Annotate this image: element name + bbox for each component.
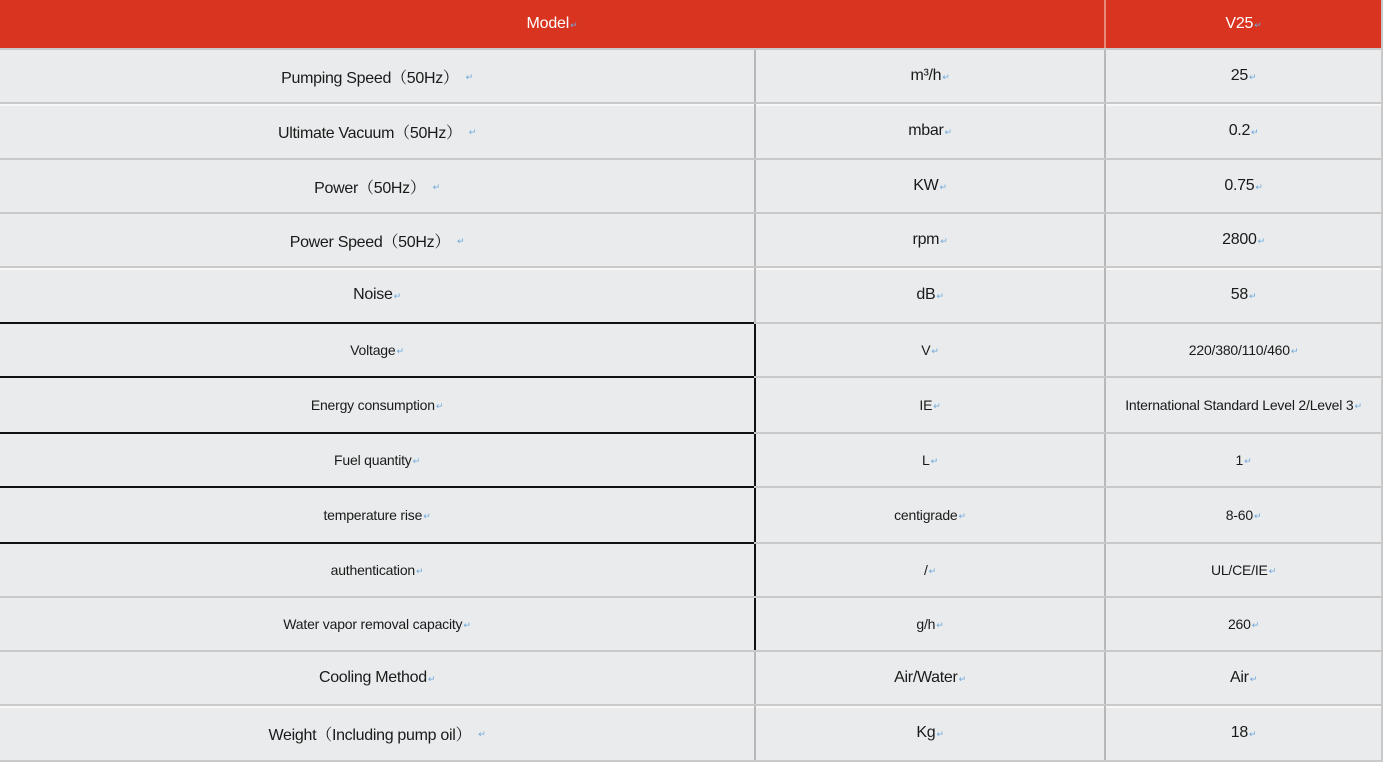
row-unit-cell [756,652,1104,704]
row-unit-cell [756,214,1104,266]
table-header [0,0,1381,48]
table-row [0,432,1381,486]
paragraph-mark-icon: ↵ [1251,126,1259,137]
paragraph-mark-icon: ↵ [1290,345,1299,356]
row-unit-cell [756,50,1104,102]
row-label: Power（50Hz） [314,179,426,197]
row-label: Ultimate Vacuum（50Hz） [278,124,462,142]
paragraph-mark-icon: ↵ [933,400,941,411]
row-value-cell [1106,706,1381,760]
paragraph-mark-icon: ↵ [939,181,947,192]
row-unit: centigrade [894,507,958,523]
row-label: Water vapor removal capacity [283,616,463,632]
row-value: 18 [1230,724,1248,741]
paragraph-mark-icon: ↵ [1248,71,1257,82]
paragraph-mark-icon: ↵ [435,400,444,411]
row-value-cell [1106,434,1381,486]
paragraph-mark-icon: ↵ [432,181,440,192]
row-value-cell [1106,104,1381,158]
table-row [0,212,1381,266]
row-value: 0.75 [1224,177,1255,194]
paragraph-mark-icon: ↵ [427,673,436,684]
row-value: Air [1230,669,1249,686]
table-row [0,158,1381,212]
paragraph-mark-icon: ↵ [936,619,944,630]
paragraph-mark-icon: ↵ [416,565,424,576]
row-label-cell [0,50,754,102]
row-unit-cell [756,324,1104,376]
row-value: 0.2 [1228,122,1251,139]
row-unit: rpm [912,231,940,248]
row-label-cell [0,598,754,650]
row-unit-cell [756,104,1104,158]
paragraph-mark-icon: ↵ [1268,565,1277,576]
row-value-cell [1106,324,1381,376]
table-row [0,650,1381,704]
row-unit: / [923,562,928,578]
row-label: Cooling Method [318,669,427,686]
table-bottom-border [0,760,1383,762]
row-unit-cell [756,598,1104,650]
paragraph-mark-icon: ↵ [944,126,952,137]
paragraph-mark-icon: ↵ [457,235,465,246]
row-label-cell [0,214,754,266]
paragraph-mark-icon: ↵ [1253,510,1262,521]
row-value: 2800 [1222,231,1257,248]
paragraph-mark-icon: ↵ [393,290,401,301]
header-model-cell [0,0,1104,48]
row-label-cell [0,322,754,376]
row-value-cell [1106,214,1381,266]
row-unit-cell [756,434,1104,486]
paragraph-mark-icon: ↵ [1249,673,1257,684]
paragraph-mark-icon: ↵ [930,455,938,466]
table-right-border [1381,0,1383,762]
header-model-value: V25 [1225,15,1254,32]
paragraph-mark-icon: ↵ [958,673,966,684]
row-label: Voltage [350,342,396,358]
table-row [0,102,1381,158]
table-row [0,376,1381,432]
paragraph-mark-icon: ↵ [1248,290,1257,301]
row-value-cell [1106,652,1381,704]
table-row [0,486,1381,542]
paragraph-mark-icon: ↵ [1251,619,1260,630]
paragraph-mark-icon: ↵ [940,235,948,246]
header-model-label: Model [526,15,570,32]
row-label: Weight（Including pump oil） [268,726,472,744]
row-label-cell [0,432,754,486]
row-value: 260 [1227,616,1251,632]
row-label: Fuel quantity [334,452,412,468]
row-value: 220/380/110/460 [1188,342,1290,358]
header-value-cell [1106,0,1381,48]
row-label-cell [0,268,754,322]
paragraph-mark-icon: ↵ [1244,455,1252,466]
paragraph-mark-icon: ↵ [936,728,944,739]
paragraph-mark-icon: ↵ [1255,181,1263,192]
row-value: 25 [1230,67,1248,84]
row-value: 1 [1235,452,1244,468]
row-label: Noise [353,286,393,303]
row-label: authentication [330,562,416,578]
row-unit-cell [756,268,1104,322]
table-row [0,596,1381,650]
row-unit: L [922,452,930,468]
table-row [0,322,1381,376]
row-value: UL/CE/IE [1210,562,1268,578]
row-unit: m³/h [910,67,942,84]
row-value-cell [1106,50,1381,102]
paragraph-mark-icon: ↵ [423,510,431,521]
paragraph-mark-icon: ↵ [958,510,966,521]
row-unit: mbar [908,122,944,139]
paragraph-mark-icon: ↵ [1254,19,1262,30]
row-value-cell [1106,544,1381,596]
paragraph-mark-icon: ↵ [478,728,486,739]
row-unit: Air/Water [894,669,958,686]
paragraph-mark-icon: ↵ [1354,400,1362,411]
row-unit: Kg [916,724,936,741]
paragraph-mark-icon: ↵ [942,71,950,82]
row-value-cell [1106,598,1381,650]
row-unit-cell [756,160,1104,212]
row-value-cell [1106,160,1381,212]
row-unit: g/h [916,616,936,632]
row-label: Power Speed（50Hz） [289,233,451,251]
table-row [0,266,1381,322]
paragraph-mark-icon: ↵ [465,71,473,82]
row-label-cell [0,652,754,704]
paragraph-mark-icon: ↵ [928,565,937,576]
row-unit-cell [756,488,1104,542]
row-label-cell [0,104,754,158]
table-row [0,48,1381,102]
row-unit: dB [916,286,936,303]
paragraph-mark-icon: ↵ [396,345,404,356]
paragraph-mark-icon: ↵ [412,455,420,466]
row-label: Energy consumption [310,397,435,413]
row-unit: V [921,342,931,358]
row-label-cell [0,486,754,542]
table-row [0,704,1381,760]
row-label-cell [0,542,754,596]
row-unit: IE [919,397,933,413]
row-value: International Standard Level 2/Level 3 [1125,397,1354,413]
row-label-cell [0,160,754,212]
paragraph-mark-icon: ↵ [931,345,939,356]
row-unit-cell [756,378,1104,432]
row-value-cell [1106,488,1381,542]
paragraph-mark-icon: ↵ [570,19,578,30]
row-unit: KW [913,177,939,194]
paragraph-mark-icon: ↵ [936,290,944,301]
row-unit-cell [756,544,1104,596]
paragraph-mark-icon: ↵ [468,126,476,137]
row-value: 58 [1230,286,1248,303]
table-row [0,542,1381,596]
paragraph-mark-icon: ↵ [463,619,471,630]
row-label-cell [0,376,754,432]
paragraph-mark-icon: ↵ [1248,728,1257,739]
row-label: temperature rise [323,507,423,523]
paragraph-mark-icon: ↵ [1257,235,1265,246]
row-value-cell [1106,378,1381,432]
row-label-cell [0,706,754,760]
row-label: Pumping Speed（50Hz） [281,69,459,87]
row-value: 8-60 [1225,507,1253,523]
row-value-cell [1106,268,1381,322]
row-unit-cell [756,706,1104,760]
